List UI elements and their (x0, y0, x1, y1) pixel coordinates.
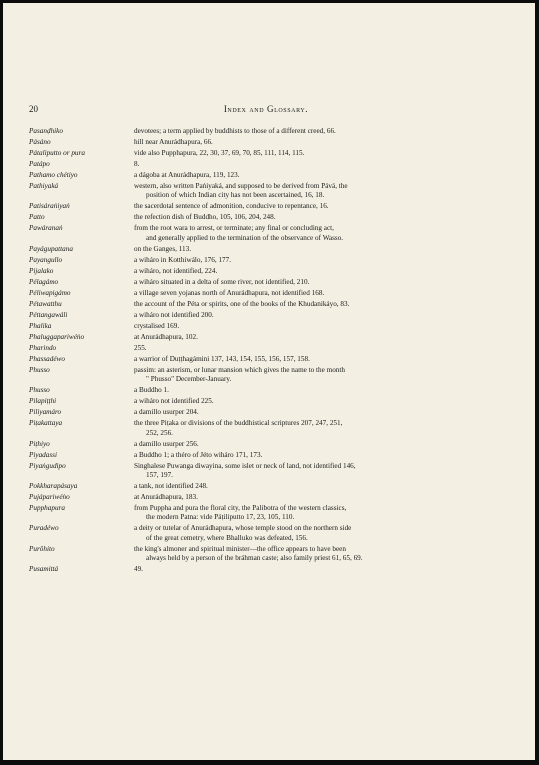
glossary-entry (29, 462, 503, 481)
definition-line: a wiháro not identified 200. (134, 310, 214, 319)
entry-term: Piliyamáro (29, 408, 62, 417)
entry-definition (134, 171, 503, 180)
definition-line: of the great cemetry, where Bhalluko was defeated, 156. (146, 533, 308, 542)
entry-definition (134, 127, 503, 136)
glossary-entry (29, 482, 503, 491)
entry-definition (134, 524, 503, 543)
definition-line: a damillo usurper 256. (134, 439, 199, 448)
entry-term: Pupphapura (29, 504, 65, 513)
entry-definition (134, 213, 503, 222)
entry-term: Pijalako (29, 266, 54, 275)
definition-line: the refection dish of Buddho, 105, 106, 204, 248. (134, 213, 276, 222)
definition-line: a deity or tutelar of Anurádhapura, whose temple stood on the northern side (134, 524, 352, 533)
definition-line: at Anurádhapura, 183. (134, 493, 198, 502)
glossary-entry (29, 524, 503, 543)
entry-definition (134, 182, 503, 201)
glossary-entry (29, 224, 503, 243)
entry-definition (134, 289, 503, 298)
glossary-entry (29, 245, 503, 254)
entry-definition (134, 138, 503, 147)
entry-definition (134, 256, 503, 265)
entry-definition (134, 440, 503, 449)
glossary-entry (29, 213, 503, 222)
glossary-entry (29, 202, 503, 211)
definition-line: a damillo usurper 204. (134, 408, 199, 417)
definition-line: the sacerdotal sentence of admonition, conducive to repentance, 16. (134, 202, 329, 211)
definition-line: a Buddho 1; a théro of Jéto wiháro 171, 173. (134, 450, 263, 459)
entry-definition (134, 565, 503, 574)
glossary-entry (29, 565, 503, 574)
entry-term: Pawáranaṅ (29, 224, 63, 233)
definition-line: hill near Anurádhapura, 66. (134, 138, 213, 146)
glossary-entry (29, 440, 503, 449)
entry-definition (134, 545, 503, 564)
glossary-entry (29, 419, 503, 438)
definition-line: the three Piṭaka or divisions of the buddhistical scriptures 207, 247, 251, (134, 419, 343, 428)
definition-line: " Phusso" December-January. (146, 375, 232, 384)
definition-line: a Buddho 1. (134, 386, 169, 395)
glossary-entry (29, 366, 503, 385)
entry-definition (134, 419, 503, 438)
glossary-entries (29, 127, 503, 576)
glossary-entry (29, 355, 503, 364)
running-head: Index and Glossary. (223, 104, 309, 114)
definition-line: 255. (134, 343, 147, 352)
glossary-entry (29, 267, 503, 276)
definition-line: western, also written Paṅiyaká, and supposed to be derived from Pává, the (134, 182, 348, 190)
glossary-entry (29, 322, 503, 331)
glossary-entry (29, 386, 503, 395)
entry-term: Pusamittá (29, 565, 59, 574)
definition-line: the king's almoner and spiritual minister—the office appears to have been (134, 544, 346, 553)
entry-term: Phalika (29, 321, 52, 330)
entry-definition (134, 366, 503, 385)
entry-definition (134, 224, 503, 243)
definition-line: a village seven yojanas north of Anurádhapura, not identified 168. (134, 288, 325, 297)
definition-line: vide also Pupphapura, 22, 30, 37, 69, 70, 85, 111, 114, 115. (134, 149, 305, 157)
entry-definition (134, 482, 503, 491)
entry-definition (134, 322, 503, 331)
entry-definition (134, 386, 503, 395)
glossary-entry (29, 171, 503, 180)
definition-line: passim: an asterism, or lunar mansion which gives the name to the month (134, 365, 345, 374)
entry-term: Pélagámo (29, 277, 59, 286)
definition-line: on the Ganges, 113. (134, 244, 192, 253)
glossary-entry (29, 256, 503, 265)
glossary-entry (29, 300, 503, 309)
entry-definition (134, 267, 503, 276)
book-page (3, 3, 535, 760)
entry-term: Purôhito (29, 544, 55, 553)
entry-definition (134, 278, 503, 287)
glossary-entry (29, 504, 503, 523)
definition-line: a wiháro, not identified, 224. (134, 266, 218, 275)
entry-definition (134, 160, 503, 169)
entry-definition (134, 300, 503, 309)
glossary-entry (29, 344, 503, 353)
entry-term: Pásáno (29, 138, 51, 146)
page-header (29, 104, 503, 116)
glossary-entry (29, 160, 503, 169)
entry-definition (134, 355, 503, 364)
definition-line: a tank, not identified 248. (134, 482, 208, 491)
entry-term: Pátaliputto or pura (29, 149, 85, 157)
entry-term: Patisáraṅiyaṅ (29, 202, 70, 211)
glossary-entry (29, 397, 503, 406)
definition-line: 8. (134, 160, 140, 168)
entry-term: Pharindo (29, 343, 57, 352)
glossary-entry (29, 333, 503, 342)
entry-definition (134, 311, 503, 320)
entry-definition (134, 397, 503, 406)
glossary-entry (29, 451, 503, 460)
definition-line: the account of the Péta or spirits, one of the books of the Khudanikáyo, 83. (134, 299, 350, 308)
entry-definition (134, 344, 503, 353)
definition-line: position of which Indian city has not been ascertained, 16, 18. (146, 191, 325, 200)
entry-term: Pilapiṭṭhi (29, 397, 57, 406)
glossary-entry (29, 138, 503, 147)
entry-term: Phassadéwo (29, 354, 65, 363)
entry-definition (134, 408, 503, 417)
definition-line: Singhalese Puwanga diwayina, some islet or neck of land, not identified 146, (134, 461, 356, 470)
entry-definition (134, 504, 503, 523)
glossary-entry (29, 149, 503, 158)
entry-term: Pétawatthu (29, 299, 62, 308)
entry-term: Péliwapigámo (29, 288, 71, 297)
entry-term: Piyaṅgudipo (29, 461, 66, 470)
entry-definition (134, 149, 503, 158)
definition-line: 157, 197. (146, 471, 173, 480)
glossary-entry (29, 493, 503, 502)
definition-line: 49. (134, 565, 143, 574)
definition-line: a dágoba at Anurádhapura, 119, 123. (134, 171, 240, 179)
definition-line: a wiháro situated in a delta of some river, not identified, 210. (134, 277, 310, 286)
definition-line: the modern Patna: vide Páṭiliputto 17, 23, 105, 110. (146, 513, 295, 522)
definition-line: from Puppha and pura the floral city, the Palibotra of the western classics, (134, 504, 347, 513)
definition-line: from the root wara to arrest, or terminate; any final or concluding act, (134, 224, 334, 233)
definition-line: at Anurádhapura, 102. (134, 332, 198, 341)
entry-definition (134, 451, 503, 460)
entry-definition (134, 462, 503, 481)
page-number: 20 (29, 104, 38, 114)
entry-definition (134, 493, 503, 502)
definition-line: devotees; a term applied by buddhists to those of a different creed, 66. (134, 127, 336, 135)
entry-term: Pathiyaká (29, 182, 59, 190)
glossary-entry (29, 182, 503, 201)
entry-term: Piyadassi (29, 450, 57, 459)
entry-term: Phaluggapariwéṅo (29, 332, 85, 341)
entry-definition (134, 202, 503, 211)
entry-term: Piṭakattaya (29, 419, 63, 428)
definition-line: a warrior of Duṭṭhagámini 137, 143, 154, 155, 156, 157, 158. (134, 354, 310, 363)
entry-definition (134, 245, 503, 254)
definition-line: 252, 256. (146, 428, 173, 437)
entry-term: Pasanḍhiko (29, 127, 63, 135)
entry-term: Patto (29, 213, 45, 222)
entry-term: Piṭhiyo (29, 439, 50, 448)
entry-term: Pathamo chétiyo (29, 171, 78, 179)
definition-line: a wiháro in Kotthiwálo, 176, 177. (134, 255, 232, 264)
entry-term: Phusso (29, 365, 50, 374)
definition-line: and generally applied to the termination of the observance of Wasso. (146, 233, 344, 242)
entry-term: Phusso (29, 386, 50, 395)
entry-term: Payágupattana (29, 244, 73, 253)
definition-line: crystalised 169. (134, 321, 180, 330)
entry-definition (134, 333, 503, 342)
entry-term: Pokkharapásaya (29, 482, 78, 491)
glossary-entry (29, 408, 503, 417)
glossary-entry (29, 127, 503, 136)
definition-line: a wiháro not identified 225. (134, 397, 214, 406)
glossary-entry (29, 278, 503, 287)
entry-term: Puradéwo (29, 524, 59, 533)
entry-term: Péttangawáli (29, 310, 68, 319)
glossary-entry (29, 311, 503, 320)
entry-term: Patápo (29, 160, 50, 168)
definition-line: always held by a person of the bráhman caste; also family priest 61, 65, 69. (146, 554, 363, 563)
glossary-entry (29, 545, 503, 564)
glossary-entry (29, 289, 503, 298)
entry-term: Pujápariwéṅo (29, 493, 70, 502)
entry-term: Payangullo (29, 255, 63, 264)
